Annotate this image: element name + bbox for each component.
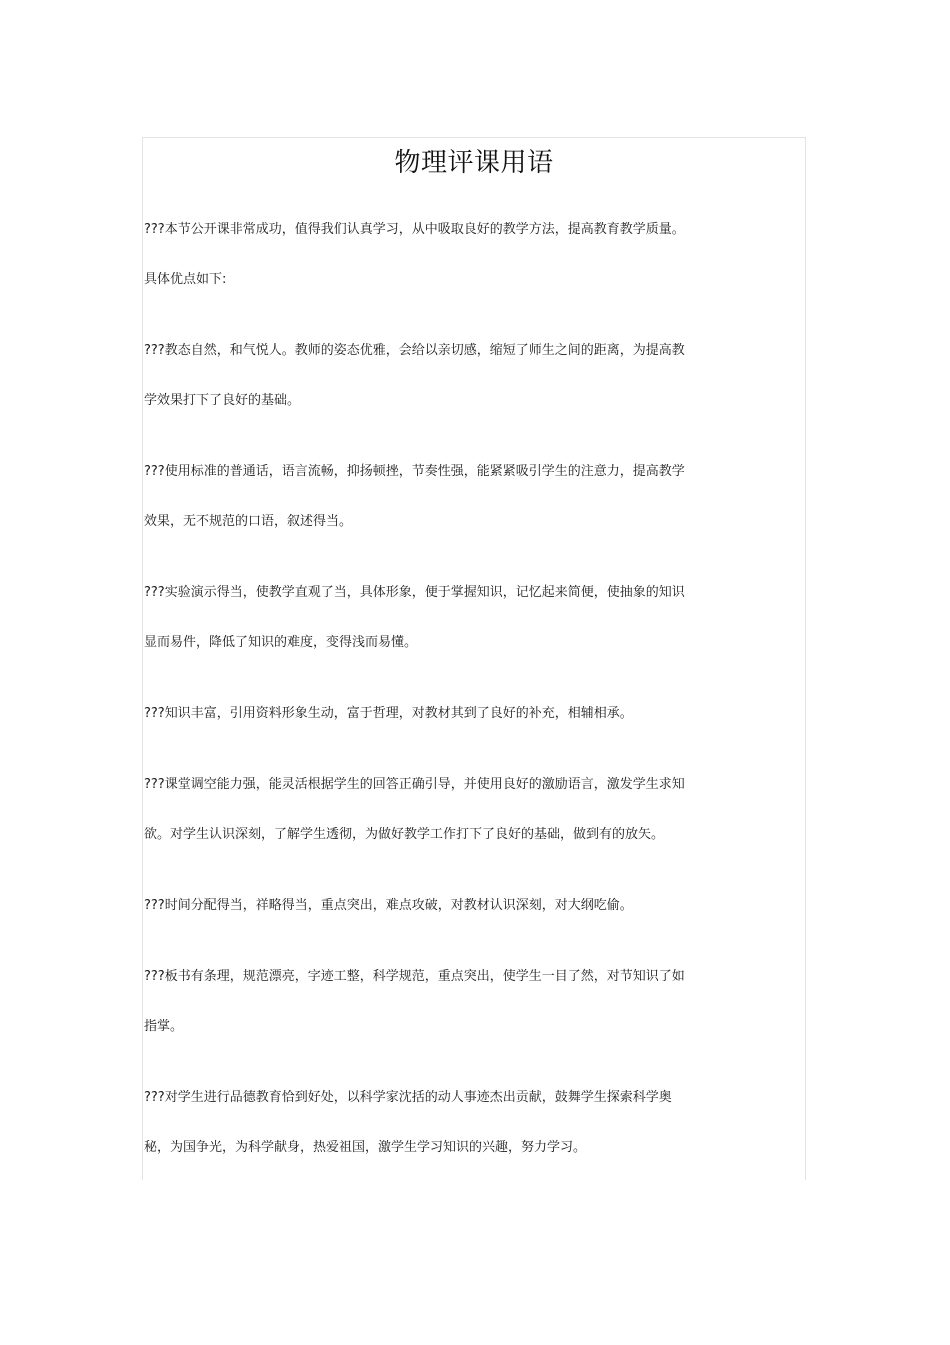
paragraph-line: 指掌。 [144, 1019, 184, 1034]
paragraph-gap [144, 739, 744, 760]
paragraph-gap [144, 860, 744, 881]
paragraph-gap [144, 547, 744, 568]
paragraph-line: 欲。对学生认识深刻，了解学生透彻，为做好教学工作打下了良好的基础，做到有的放矢。 [144, 827, 665, 842]
paragraph-line: 显而易件，降低了知识的难度，变得浅而易懂。 [144, 635, 418, 650]
paragraph-line: 学效果打下了良好的基础。 [144, 393, 301, 408]
paragraph-line: ???对学生进行品德教育恰到好处，以科学家沈括的动人事迹杰出贡献，鼓舞学生探索科学奥 [144, 1090, 672, 1105]
paragraph-line: ???本节公开课非常成功，值得我们认真学习，从中吸取良好的教学方法，提高教育教学质量。 [144, 222, 685, 237]
paragraph-line: ???实验演示得当，使教学直观了当，具体形象，便于掌握知识，记忆起来简便，使抽象的知识 [144, 585, 685, 600]
paragraph-line: ???知识丰富，引用资料形象生动，富于哲理，对教材其到了良好的补充，相辅相承。 [144, 706, 633, 721]
paragraph-line: ???课堂调空能力强，能灵活根据学生的回答正确引导，并使用良好的激励语言，激发学生求知 [144, 777, 685, 792]
paragraph-line: ???教态自然，和气悦人。教师的姿态优雅，会给以亲切感，缩短了师生之间的距离，为提高教 [144, 343, 685, 358]
paragraph-line: 秘，为国争光，为科学献身，热爱祖国，激学生学习知识的兴趣，努力学习。 [144, 1140, 587, 1155]
paragraph-gap [144, 426, 744, 447]
document-body [144, 205, 744, 1173]
paragraph-gap [144, 931, 744, 952]
paragraph-line: ???使用标准的普通话，语言流畅，抑扬顿挫，节奏性强，能紧紧吸引学生的注意力，提高教学 [144, 464, 685, 479]
paragraph-gap [144, 1052, 744, 1073]
paragraph-gap [144, 668, 744, 689]
paragraph-line: 具体优点如下: [144, 272, 227, 287]
paragraph-gap [144, 305, 744, 326]
paragraph-line: ???板书有条理，规范漂亮，字迹工整，科学规范，重点突出，使学生一目了然，对节知识了如 [144, 969, 685, 984]
paragraph-line: 效果，无不规范的口语，叙述得当。 [144, 514, 353, 529]
document-title: 物理评课用语 [394, 148, 554, 178]
paragraph-line: ???时间分配得当，祥略得当，重点突出，难点攻破，对教材认识深刻，对大纲吃偷。 [144, 898, 633, 913]
